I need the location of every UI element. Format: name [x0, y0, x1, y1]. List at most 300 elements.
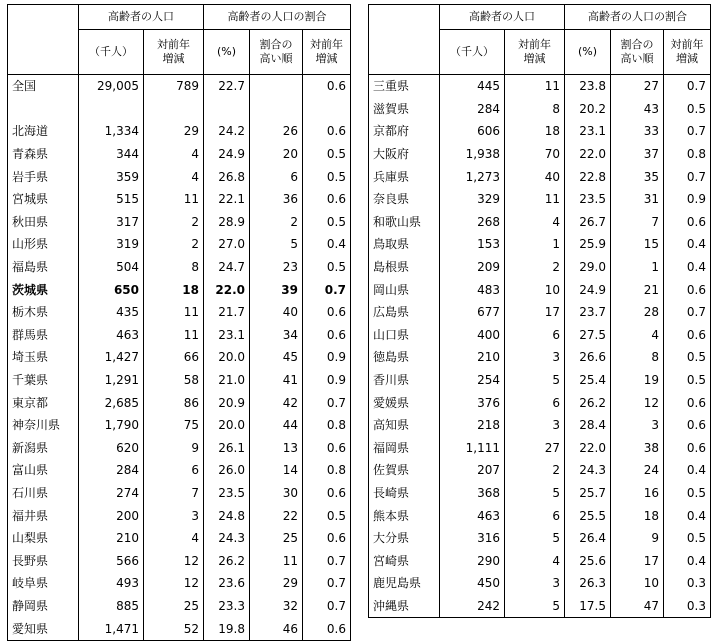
prefecture-name: 愛媛県: [369, 391, 440, 414]
population-change-value: 11: [144, 301, 204, 324]
share-rank-value: 11: [250, 549, 303, 572]
share-change-value: 0.6: [664, 414, 711, 437]
share-change-value: 0.3: [664, 595, 711, 618]
header-prefecture-blank: [369, 5, 440, 30]
prefecture-name: 長崎県: [369, 482, 440, 505]
prefecture-name: 埼玉県: [8, 346, 79, 369]
elderly-population-value: 316: [440, 527, 505, 550]
elderly-share-percent: 24.2: [204, 120, 250, 143]
share-change-value: 0.6: [303, 324, 351, 347]
elderly-population-value: 463: [79, 324, 144, 347]
prefecture-name: 山梨県: [8, 527, 79, 550]
prefecture-name: 岐阜県: [8, 572, 79, 595]
prefecture-name: 神奈川県: [8, 414, 79, 437]
table-row: [8, 572, 351, 595]
share-rank-value: 3: [611, 414, 664, 437]
prefecture-name: 宮城県: [8, 188, 79, 211]
population-change-value: 2: [144, 211, 204, 234]
share-change-value: 0.7: [664, 165, 711, 188]
elderly-share-percent: 25.4: [565, 369, 611, 392]
elderly-population-value: 29,005: [79, 75, 144, 98]
prefecture-name: 秋田県: [8, 211, 79, 234]
share-change-value: 0.3: [664, 572, 711, 595]
population-table-right: [368, 4, 711, 618]
table-row: [8, 233, 351, 256]
share-change-value: 0.7: [303, 278, 351, 301]
table-row: [369, 414, 711, 437]
prefecture-name: 山口県: [369, 324, 440, 347]
elderly-share-percent: 22.8: [565, 165, 611, 188]
header-unit-thousand: （千人）: [79, 30, 144, 75]
prefecture-name: 和歌山県: [369, 211, 440, 234]
share-change-value: 0.6: [303, 75, 351, 98]
share-rank-value: 45: [250, 346, 303, 369]
elderly-share-percent: [204, 98, 250, 121]
elderly-population-value: 885: [79, 595, 144, 618]
elderly-population-value: 209: [440, 256, 505, 279]
table-row: [8, 256, 351, 279]
elderly-share-percent: 23.5: [204, 482, 250, 505]
table-row: [8, 482, 351, 505]
prefecture-name: 山形県: [8, 233, 79, 256]
table-row: [8, 595, 351, 618]
table-row: [369, 75, 711, 98]
share-rank-value: 25: [250, 527, 303, 550]
table-row: [369, 98, 711, 121]
prefecture-name: 三重県: [369, 75, 440, 98]
share-change-value: 0.6: [303, 188, 351, 211]
share-rank-value: 18: [611, 504, 664, 527]
elderly-population-value: 242: [440, 595, 505, 618]
share-change-value: 0.6: [664, 278, 711, 301]
share-change-value: 0.5: [303, 143, 351, 166]
population-change-value: 789: [144, 75, 204, 98]
population-change-value: 10: [505, 278, 565, 301]
elderly-share-percent: 28.9: [204, 211, 250, 234]
share-rank-value: 30: [250, 482, 303, 505]
share-rank-value: 22: [250, 504, 303, 527]
population-change-value: 9: [144, 437, 204, 460]
prefecture-name: 宮崎県: [369, 549, 440, 572]
table-row: [8, 324, 351, 347]
population-change-value: 66: [144, 346, 204, 369]
population-change-value: 4: [505, 549, 565, 572]
elderly-population-value: [79, 98, 144, 121]
elderly-share-percent: 25.5: [565, 504, 611, 527]
elderly-population-value: 606: [440, 120, 505, 143]
elderly-share-percent: 20.9: [204, 391, 250, 414]
elderly-share-percent: 26.7: [565, 211, 611, 234]
elderly-population-value: 483: [440, 278, 505, 301]
elderly-population-value: 376: [440, 391, 505, 414]
population-table-left: [7, 4, 351, 641]
header-rank: 割合の 高い順: [611, 30, 664, 75]
table-body-left: [8, 75, 351, 641]
share-rank-value: 1: [611, 256, 664, 279]
elderly-share-percent: 17.5: [565, 595, 611, 618]
prefecture-name: 島根県: [369, 256, 440, 279]
population-change-value: 58: [144, 369, 204, 392]
table-row: [8, 75, 351, 98]
share-rank-value: 46: [250, 617, 303, 640]
header-prefecture-blank: [8, 5, 79, 30]
prefecture-name: 徳島県: [369, 346, 440, 369]
table-body-right: [369, 75, 711, 618]
elderly-population-value: 566: [79, 549, 144, 572]
population-change-value: 70: [505, 143, 565, 166]
elderly-population-value: 207: [440, 459, 505, 482]
population-change-value: 2: [144, 233, 204, 256]
share-change-value: 0.5: [303, 504, 351, 527]
share-rank-value: 14: [250, 459, 303, 482]
header-percent: (%): [204, 30, 250, 75]
elderly-population-value: 319: [79, 233, 144, 256]
population-change-value: 6: [505, 504, 565, 527]
share-change-value: 0.5: [303, 256, 351, 279]
share-change-value: 0.4: [664, 549, 711, 572]
header-prefecture-blank-2: [8, 30, 79, 75]
share-rank-value: 4: [611, 324, 664, 347]
elderly-population-value: 344: [79, 143, 144, 166]
elderly-population-value: 1,291: [79, 369, 144, 392]
share-change-value: 0.6: [664, 324, 711, 347]
elderly-population-value: 317: [79, 211, 144, 234]
share-change-value: 0.5: [303, 165, 351, 188]
table-row: [8, 211, 351, 234]
share-rank-value: 19: [611, 369, 664, 392]
header-elderly-share: 高齢者の人口の割合: [565, 5, 711, 30]
elderly-share-percent: 19.8: [204, 617, 250, 640]
header-share-change: 対前年 増減: [664, 30, 711, 75]
header-percent: (%): [565, 30, 611, 75]
prefecture-name: 兵庫県: [369, 165, 440, 188]
population-change-value: 3: [505, 572, 565, 595]
prefecture-name: 京都府: [369, 120, 440, 143]
share-rank-value: 34: [250, 324, 303, 347]
table-row: [369, 301, 711, 324]
share-change-value: 0.6: [303, 120, 351, 143]
table-row: [369, 504, 711, 527]
table-row: [369, 188, 711, 211]
share-change-value: 0.7: [664, 301, 711, 324]
header-yoy-change: 対前年 増減: [144, 30, 204, 75]
elderly-population-value: 284: [79, 459, 144, 482]
prefecture-name: 全国: [8, 75, 79, 98]
population-change-value: 18: [505, 120, 565, 143]
elderly-population-value: 1,334: [79, 120, 144, 143]
elderly-share-percent: 24.9: [565, 278, 611, 301]
share-rank-value: 10: [611, 572, 664, 595]
elderly-share-percent: 26.2: [204, 549, 250, 572]
share-rank-value: [250, 98, 303, 121]
elderly-population-value: 1,273: [440, 165, 505, 188]
elderly-population-value: 650: [79, 278, 144, 301]
share-change-value: 0.6: [303, 617, 351, 640]
prefecture-name: 沖縄県: [369, 595, 440, 618]
share-change-value: 0.5: [664, 369, 711, 392]
elderly-share-percent: 26.0: [204, 459, 250, 482]
share-change-value: [303, 98, 351, 121]
share-rank-value: 12: [611, 391, 664, 414]
table-row: [8, 414, 351, 437]
share-change-value: 0.5: [664, 98, 711, 121]
share-rank-value: 7: [611, 211, 664, 234]
share-rank-value: 44: [250, 414, 303, 437]
elderly-share-percent: 25.6: [565, 549, 611, 572]
table-row: [369, 549, 711, 572]
elderly-population-value: 153: [440, 233, 505, 256]
population-change-value: 2: [505, 256, 565, 279]
elderly-share-percent: 26.4: [565, 527, 611, 550]
population-change-value: 27: [505, 437, 565, 460]
prefecture-name: 奈良県: [369, 188, 440, 211]
elderly-population-value: 284: [440, 98, 505, 121]
population-change-value: 40: [505, 165, 565, 188]
table-row: [369, 572, 711, 595]
table-row: [369, 256, 711, 279]
header-elderly-population: 高齢者の人口: [79, 5, 204, 30]
header-share-change: 対前年 増減: [303, 30, 351, 75]
elderly-population-value: 504: [79, 256, 144, 279]
population-change-value: 7: [144, 482, 204, 505]
share-change-value: 0.9: [664, 188, 711, 211]
header-yoy-change: 対前年 増減: [505, 30, 565, 75]
table-row: [369, 165, 711, 188]
population-change-value: 4: [144, 165, 204, 188]
elderly-share-percent: 23.8: [565, 75, 611, 98]
elderly-share-percent: 25.7: [565, 482, 611, 505]
population-change-value: 4: [144, 527, 204, 550]
share-rank-value: 21: [611, 278, 664, 301]
share-change-value: 0.7: [303, 549, 351, 572]
population-change-value: 75: [144, 414, 204, 437]
table-row: [369, 482, 711, 505]
elderly-population-value: 1,111: [440, 437, 505, 460]
elderly-share-percent: 22.0: [204, 278, 250, 301]
prefecture-name: 愛知県: [8, 617, 79, 640]
elderly-population-value: 268: [440, 211, 505, 234]
table-row: [369, 211, 711, 234]
prefecture-name: 佐賀県: [369, 459, 440, 482]
table-row: [8, 459, 351, 482]
share-rank-value: 20: [250, 143, 303, 166]
header-rank: 割合の 高い順: [250, 30, 303, 75]
elderly-population-value: 400: [440, 324, 505, 347]
share-change-value: 0.4: [664, 233, 711, 256]
table-row: [8, 549, 351, 572]
share-change-value: 0.6: [664, 437, 711, 460]
population-change-value: 2: [505, 459, 565, 482]
elderly-share-percent: 27.0: [204, 233, 250, 256]
elderly-population-value: 677: [440, 301, 505, 324]
elderly-population-value: 620: [79, 437, 144, 460]
elderly-share-percent: 23.5: [565, 188, 611, 211]
prefecture-name: 新潟県: [8, 437, 79, 460]
table-row: [369, 437, 711, 460]
share-rank-value: 13: [250, 437, 303, 460]
share-rank-value: 27: [611, 75, 664, 98]
elderly-share-percent: 27.5: [565, 324, 611, 347]
elderly-population-value: 254: [440, 369, 505, 392]
prefecture-name: 茨城県: [8, 278, 79, 301]
prefecture-name: 鳥取県: [369, 233, 440, 256]
prefecture-name: 千葉県: [8, 369, 79, 392]
share-change-value: 0.5: [664, 346, 711, 369]
population-change-value: 25: [144, 595, 204, 618]
elderly-population-value: 210: [79, 527, 144, 550]
table-row: [369, 120, 711, 143]
prefecture-name: 富山県: [8, 459, 79, 482]
prefecture-name: 群馬県: [8, 324, 79, 347]
elderly-share-percent: 23.6: [204, 572, 250, 595]
table-row: [369, 346, 711, 369]
elderly-share-percent: 26.6: [565, 346, 611, 369]
population-change-value: 11: [505, 75, 565, 98]
elderly-share-percent: 24.7: [204, 256, 250, 279]
table-row: [369, 391, 711, 414]
share-rank-value: 37: [611, 143, 664, 166]
table-row: [8, 98, 351, 121]
elderly-population-value: 1,427: [79, 346, 144, 369]
population-change-value: 86: [144, 391, 204, 414]
table-row: [8, 369, 351, 392]
share-rank-value: 33: [611, 120, 664, 143]
share-change-value: 0.9: [303, 369, 351, 392]
population-change-value: 3: [505, 346, 565, 369]
share-rank-value: 42: [250, 391, 303, 414]
share-rank-value: 23: [250, 256, 303, 279]
elderly-share-percent: 21.0: [204, 369, 250, 392]
share-rank-value: 6: [250, 165, 303, 188]
population-change-value: 11: [144, 324, 204, 347]
table-row: [8, 504, 351, 527]
population-change-value: 1: [505, 233, 565, 256]
table-row: [369, 369, 711, 392]
share-rank-value: 29: [250, 572, 303, 595]
elderly-population-value: 1,790: [79, 414, 144, 437]
elderly-population-value: 368: [440, 482, 505, 505]
elderly-population-value: 450: [440, 572, 505, 595]
share-rank-value: 26: [250, 120, 303, 143]
elderly-share-percent: 26.1: [204, 437, 250, 460]
population-change-value: [144, 98, 204, 121]
prefecture-name: 北海道: [8, 120, 79, 143]
share-change-value: 0.7: [303, 595, 351, 618]
share-rank-value: 16: [611, 482, 664, 505]
share-rank-value: 43: [611, 98, 664, 121]
elderly-population-value: 435: [79, 301, 144, 324]
share-change-value: 0.7: [303, 391, 351, 414]
elderly-share-percent: 20.0: [204, 414, 250, 437]
population-change-value: 6: [505, 391, 565, 414]
elderly-share-percent: 20.0: [204, 346, 250, 369]
share-change-value: 0.4: [664, 256, 711, 279]
elderly-share-percent: 22.1: [204, 188, 250, 211]
population-change-value: 5: [505, 595, 565, 618]
population-change-value: 11: [505, 188, 565, 211]
prefecture-name: 福岡県: [369, 437, 440, 460]
share-change-value: 0.7: [664, 120, 711, 143]
prefecture-name: 福島県: [8, 256, 79, 279]
header-elderly-share: 高齢者の人口の割合: [204, 5, 351, 30]
population-change-value: 12: [144, 549, 204, 572]
table-row: [8, 301, 351, 324]
share-change-value: 0.7: [303, 572, 351, 595]
table-row: [369, 595, 711, 618]
population-change-value: 29: [144, 120, 204, 143]
prefecture-name: [8, 98, 79, 121]
population-change-value: 5: [505, 369, 565, 392]
share-change-value: 0.9: [303, 346, 351, 369]
prefecture-name: 大分県: [369, 527, 440, 550]
elderly-share-percent: 23.1: [565, 120, 611, 143]
elderly-share-percent: 20.2: [565, 98, 611, 121]
share-rank-value: 41: [250, 369, 303, 392]
population-change-value: 3: [144, 504, 204, 527]
elderly-share-percent: 21.7: [204, 301, 250, 324]
table-row: [369, 233, 711, 256]
prefecture-name: 静岡県: [8, 595, 79, 618]
prefecture-name: 滋賀県: [369, 98, 440, 121]
prefecture-name: 東京都: [8, 391, 79, 414]
elderly-share-percent: 22.0: [565, 143, 611, 166]
share-change-value: 0.4: [303, 233, 351, 256]
population-change-value: 5: [505, 527, 565, 550]
population-change-value: 17: [505, 301, 565, 324]
elderly-share-percent: 26.2: [565, 391, 611, 414]
elderly-share-percent: 25.9: [565, 233, 611, 256]
population-change-value: 4: [144, 143, 204, 166]
share-change-value: 0.6: [664, 211, 711, 234]
prefecture-name: 長野県: [8, 549, 79, 572]
prefecture-name: 石川県: [8, 482, 79, 505]
prefecture-name: 高知県: [369, 414, 440, 437]
population-change-value: 11: [144, 188, 204, 211]
table-row: [369, 324, 711, 347]
table-row: [8, 346, 351, 369]
elderly-share-percent: 23.7: [565, 301, 611, 324]
share-rank-value: 24: [611, 459, 664, 482]
elderly-population-value: 2,685: [79, 391, 144, 414]
table-row: [369, 143, 711, 166]
header-prefecture-blank-2: [369, 30, 440, 75]
elderly-population-value: 218: [440, 414, 505, 437]
share-rank-value: 32: [250, 595, 303, 618]
prefecture-name: 広島県: [369, 301, 440, 324]
elderly-share-percent: 24.9: [204, 143, 250, 166]
share-change-value: 0.8: [303, 459, 351, 482]
population-change-value: 4: [505, 211, 565, 234]
table-row: [8, 617, 351, 640]
population-change-value: 6: [144, 459, 204, 482]
prefecture-name: 岡山県: [369, 278, 440, 301]
elderly-population-value: 210: [440, 346, 505, 369]
header-unit-thousand: （千人）: [440, 30, 505, 75]
share-change-value: 0.5: [664, 482, 711, 505]
share-change-value: 0.4: [664, 459, 711, 482]
share-rank-value: 17: [611, 549, 664, 572]
table-row: [369, 459, 711, 482]
share-change-value: 0.5: [664, 527, 711, 550]
share-change-value: 0.5: [303, 211, 351, 234]
table-row: [369, 527, 711, 550]
share-rank-value: 40: [250, 301, 303, 324]
share-change-value: 0.6: [303, 301, 351, 324]
elderly-share-percent: 26.8: [204, 165, 250, 188]
share-rank-value: 38: [611, 437, 664, 460]
table-row: [8, 278, 351, 301]
share-rank-value: 2: [250, 211, 303, 234]
